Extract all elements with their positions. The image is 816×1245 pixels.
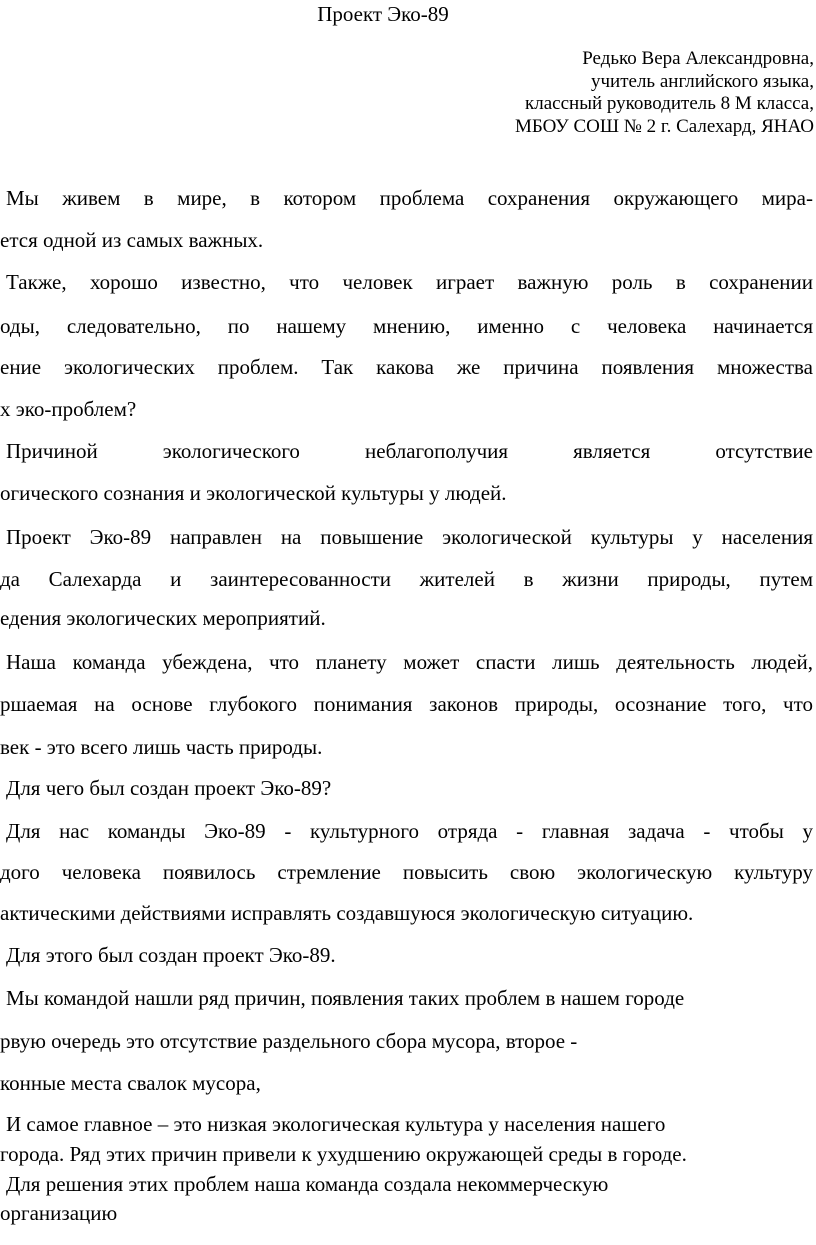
author-role: классный руководитель 8 М класса,	[525, 93, 814, 114]
text-line: огического сознания и экологической культуры у людей.	[0, 481, 507, 505]
author-school: МБОУ СОШ № 2 г. Салехард, ЯНАО	[514, 115, 814, 137]
author-position: учитель английского языка,	[590, 70, 814, 92]
text-line: едения экологических мероприятий.	[0, 606, 326, 630]
document-title: Проект Эко-89	[317, 2, 449, 26]
text-line: оды, следовательно, по нашему мнению, именно с человека начинается	[0, 314, 813, 338]
text-line: Проект Эко-89 направлен на повышение экологической культуры у населения	[6, 525, 813, 549]
text-line: рвую очередь это отсутствие раздельного сбора мусора, второе -	[0, 1029, 578, 1053]
text-line: Наша команда убеждена, что планету может спасти лишь деятельность людей,	[6, 650, 813, 674]
text-line: век - это всего лишь часть природы.	[0, 735, 323, 759]
text-line: Причиной экологического неблагополучия является отсутствие	[6, 439, 813, 463]
text-line: И самое главное – это низкая экологическая культура у населения нашего	[6, 1112, 666, 1136]
text-line: города. Ряд этих причин привели к ухудшению окружающей среды в городе.	[0, 1142, 687, 1166]
text-line: Для чего был создан проект Эко-89?	[6, 776, 332, 800]
text-line: актическими действиями исправлять создавшуюся экологическую ситуацию.	[0, 901, 694, 925]
text-line: Для решения этих проблем наша команда создала некоммерческую	[6, 1172, 609, 1196]
text-line: Мы живем в мире, в котором проблема сохранения окружающего мира-	[6, 186, 813, 210]
text-line: ршаемая на основе глубокого понимания законов природы, осознание того, что	[0, 692, 813, 716]
text-line: ение экологических проблем. Так какова же причина появления множества	[0, 355, 813, 379]
author-block	[515, 48, 814, 138]
text-line: х эко-проблем?	[0, 397, 137, 421]
text-line: Мы командой нашли ряд причин, появления таких проблем в нашем городе	[6, 986, 685, 1010]
text-line: Для этого был создан проект Эко-89.	[6, 943, 336, 967]
text-line: Также, хорошо известно, что человек играет важную роль в сохранении	[6, 270, 813, 294]
author-name: Редько Вера Александровна,	[582, 48, 814, 69]
text-line: ется одной из самых важных.	[0, 228, 264, 252]
text-line: Для нас команды Эко-89 - культурного отряда - главная задача - чтобы у	[6, 819, 813, 843]
text-line: организацию	[0, 1201, 118, 1225]
text-line: да Салехарда и заинтересованности жителей в жизни природы, путем	[0, 567, 813, 591]
text-line: дого человека появилось стремление повысить свою экологическую культуру	[0, 860, 813, 884]
text-line: конные места свалок мусора,	[0, 1071, 261, 1095]
